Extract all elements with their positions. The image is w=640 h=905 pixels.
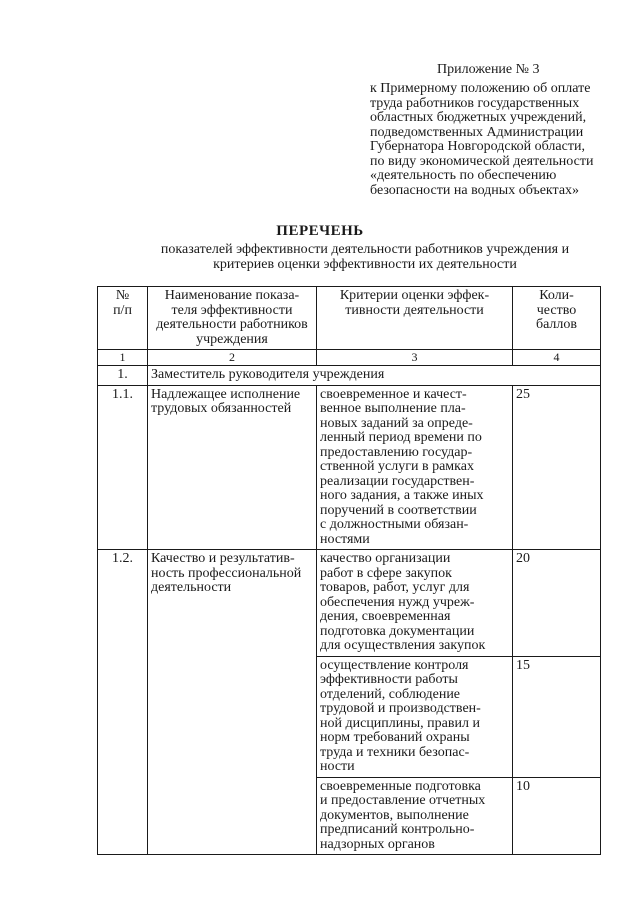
header-indicator: Наименование показа- теля эффективности деятельности работников учреждения [148,287,317,350]
criteria-cell: осуществление контроля эффективности работы отделений, соблюдение трудовой и производствен- ной дисциплины, правил и норм требований охраны труда и техники безопас- ности [317,656,513,777]
points-cell: 10 [513,777,601,855]
indicator-cell: Качество и результатив- ность профессиональной деятельности [148,550,317,855]
section-row [98,366,601,386]
document-subtitle [130,242,600,272]
indicator-cell: Надлежащее исполнение трудовых обязанностей [148,385,317,550]
appendix-line: к Примерному положению об оплате [370,81,591,96]
criteria-cell: своевременное и качест- венное выполнение пла- новых заданий за опреде- ленный период времени по предоставлению государ- ственной услуги в рамках реализации государствен- ного задания, а также иных поручений в соответствии с должностными обязан- ностями [317,385,513,550]
column-number: 3 [317,350,513,366]
subtitle-line: критериев оценки эффективности их деятельности [213,257,517,272]
appendix-line: труда работников государственных [370,95,580,111]
table-row [98,385,601,550]
column-number: 1 [98,350,148,366]
points-cell: 20 [513,550,601,657]
section-label: Заместитель руководителя учреждения [148,366,601,386]
appendix-description [370,82,620,198]
column-number: 2 [148,350,317,366]
column-number-row [98,350,601,366]
row-number: 1.2. [98,550,148,855]
criteria-cell: своевременные подготовка и предоставление отчетных документов, выполнение предписаний контрольно- надзорных органов [317,777,513,855]
document-title: ПЕРЕЧЕНЬ [276,223,364,239]
appendix-line: подведомственных Администрации [370,124,584,140]
subtitle-line: показателей эффективности деятельности работников учреждения и [160,242,570,257]
appendix-title: Приложение № 3 [437,62,540,77]
section-number: 1. [98,366,148,386]
header-criteria: Критерии оценки эффек- тивности деятельности [317,287,513,350]
appendix-line: областных бюджетных учреждений, [370,110,587,125]
criteria-cell: качество организации работ в сфере закупок товаров, работ, услуг для обеспечения нужд учреж- дения, своевременная подготовка документации для осуществления закупок [317,550,513,657]
criteria-table [97,286,601,855]
row-number: 1.1. [98,385,148,550]
appendix-line: «деятельность по обеспечению [370,168,557,183]
table-header-row [98,287,601,350]
header-points: Коли- чество баллов [513,287,601,350]
points-cell: 15 [513,656,601,777]
column-number: 4 [513,350,601,366]
appendix-line: Губернатора Новгородской области, [370,139,585,154]
points-cell: 25 [513,385,601,550]
appendix-line: безопасности на водных объектах» [370,182,580,198]
appendix-line: по виду экономической деятельности [370,153,594,169]
header-num: № п/п [98,287,148,350]
table-row [98,550,601,657]
